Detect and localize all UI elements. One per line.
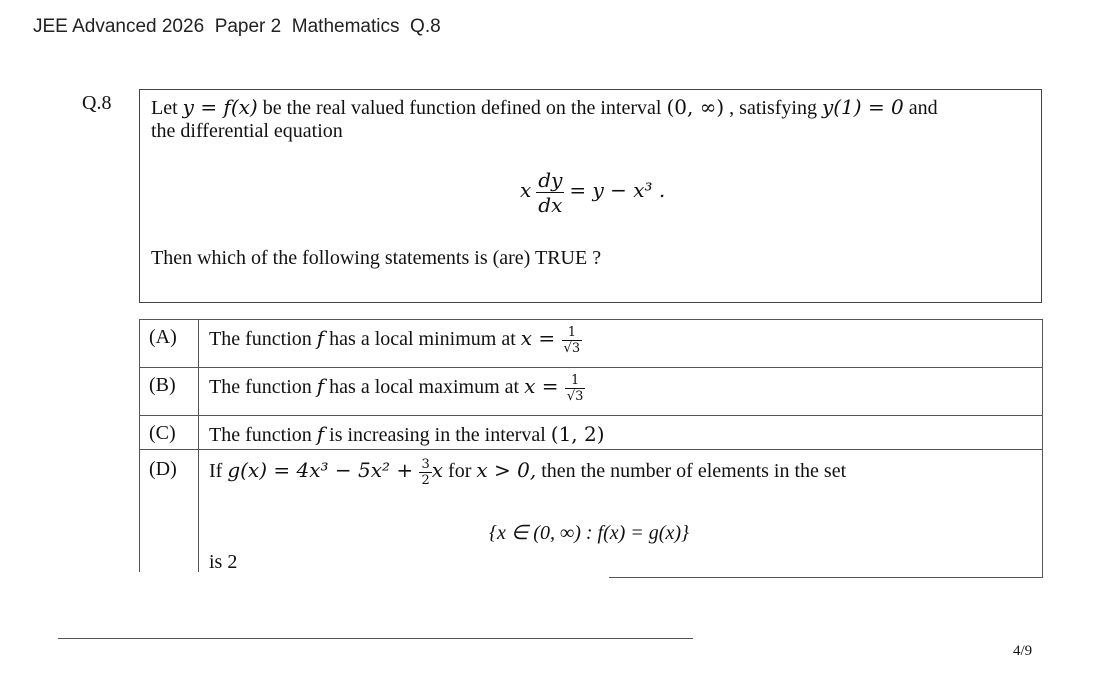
question-number: Q.8: [82, 92, 112, 114]
option-a-label: (A): [149, 326, 177, 348]
option-d-label: (D): [149, 458, 177, 480]
option-b-label: (B): [149, 374, 176, 396]
option-d-text: If g(x) = 4x³ − 5x² + $\frac{3}{2}$ x for x > 0, then the number of elements in the set: [209, 457, 847, 488]
option-b-fraction: $\frac{1}{√3}$: [566, 373, 584, 404]
option-d-conclusion: is 2: [209, 551, 238, 573]
option-c-text: The function f is increasing in the interval (1, 2): [209, 422, 605, 446]
dy-dx-fraction: $\frac{dy}{dx}$: [538, 168, 563, 217]
page-number: 4/9: [1013, 643, 1033, 659]
differential-equation: x $\frac{dy}{dx}$ = y − x³ .: [520, 168, 666, 217]
page-header-title: JEE Advanced 2026 Paper 2 Mathematics Q.8: [33, 16, 441, 37]
option-c-label: (C): [149, 422, 176, 444]
option-d-fraction: $\frac{3}{2}$: [421, 457, 430, 488]
question-line-2: the differential equation: [151, 120, 343, 142]
question-line-1: Let y = f(x) be the real valued function defined on the interval (0, ∞) , satisfying y(1) = 0 and: [151, 95, 938, 119]
option-a-fraction: $\frac{1}{√3}$: [563, 325, 581, 356]
footer-rule: [58, 638, 693, 639]
option-a-text: The function f has a local minimum at x = $\frac{1}{√3}$: [209, 325, 581, 356]
option-b-text: The function f has a local maximum at x = $\frac{1}{√3}$: [209, 373, 584, 404]
option-d-set: {x ∈ (0, ∞) : f(x) = g(x)}: [489, 522, 689, 544]
question-line-3: Then which of the following statements is (are) TRUE ?: [151, 247, 602, 269]
question-box: [139, 89, 1042, 303]
